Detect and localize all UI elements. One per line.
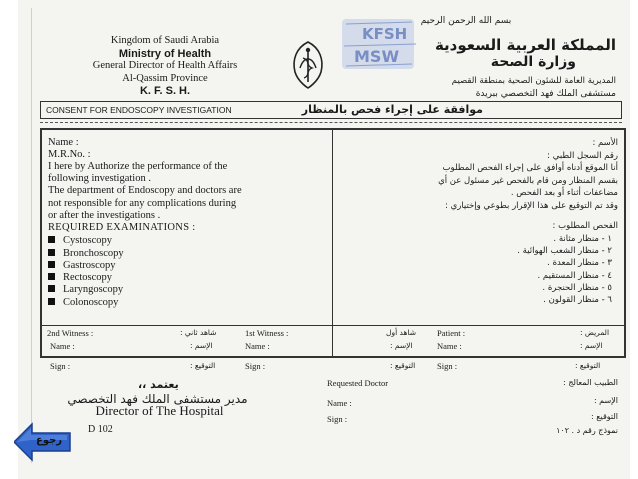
exam-item-ar: ٢ - منظار الشعب الهوائية .: [517, 245, 612, 256]
checkbox-square-icon[interactable]: [48, 249, 55, 256]
exam-label: Colonoscopy: [63, 296, 119, 308]
exam-item: [48, 297, 328, 309]
exam-label: Rectoscopy: [63, 272, 112, 284]
header-english: [40, 35, 290, 98]
second-witness-label: 2nd Witness :: [47, 328, 94, 338]
first-witness-sign-label-ar: التوقيع :: [390, 361, 416, 370]
exam-label: Cystoscopy: [63, 235, 113, 247]
header-directorate-ar: المديرية العامة للشئون الصحية بمنطقة القصيم: [451, 76, 616, 86]
form-number-ar: نموذج رقم د . ١٠٢: [556, 426, 618, 435]
patient-name-label: Name :: [48, 137, 79, 148]
back-button-label: رجوع: [36, 435, 63, 446]
form-number: D 102: [88, 424, 113, 435]
exam-label: Laryngoscopy: [63, 284, 124, 296]
page-edge-line: [31, 8, 32, 463]
mrn-label: M.R.No. :: [48, 149, 91, 160]
exam-item-ar: ٤ - منظار المستقيم .: [537, 270, 612, 281]
checkbox-square-icon[interactable]: [48, 298, 55, 305]
doctor-sign-label: Sign :: [327, 414, 348, 424]
exam-item-ar: ٣ - منظار المعدة .: [547, 258, 612, 269]
consent-body-line: or after the investigations .: [48, 209, 161, 221]
director-title-ar: مدير مستشفى الملك فهد التخصصي: [67, 392, 248, 406]
consent-title-ar: موافقة على إجراء فحص بالمنظار: [301, 103, 483, 116]
header-hospital-ar: مستشفى الملك فهد التخصصي ببريدة: [475, 89, 616, 99]
header-directorate: General Director of Health Affairs: [92, 60, 238, 71]
consent-body-line: The department of Endoscopy and doctors are: [48, 185, 242, 197]
consent-title-banner: [40, 101, 622, 119]
checkbox-square-icon[interactable]: [48, 261, 55, 268]
first-witness-sign-label: Sign :: [245, 361, 266, 371]
doctor-name-label: Name :: [327, 398, 352, 408]
header-hospital: K. F. S. H.: [139, 85, 191, 97]
second-witness-label-ar: شاهد ثاني :: [180, 328, 217, 337]
consent-body-line: I here by Authorize the performance of the: [48, 161, 228, 172]
patient-name-label-ar: الأسم :: [592, 138, 618, 148]
consent-arabic-column: [338, 137, 618, 307]
second-witness-sign-label-ar: التوقيع :: [190, 361, 216, 370]
record-label-ar: رقم السجل الطبي :: [547, 150, 618, 161]
exam-item: [48, 248, 328, 260]
first-witness-name-label: Name :: [245, 341, 270, 351]
exams-title: REQUIRED EXAMINATIONS :: [48, 222, 196, 234]
patient-name-label-ar: الإسم :: [580, 341, 603, 350]
back-button[interactable]: [14, 422, 72, 462]
checkbox-square-icon[interactable]: [48, 236, 55, 243]
exam-item-ar: ٥ - منظار الحنجرة .: [542, 283, 612, 294]
header-country-ar: المملكة العربية السعودية: [434, 36, 616, 54]
patient-label-ar: المريض :: [580, 328, 610, 337]
approval-ar: يعتمد ،،: [138, 378, 179, 391]
exam-list: [48, 235, 328, 309]
patient-sign-label: Sign :: [437, 361, 458, 371]
header-ministry: Ministry of Health: [118, 47, 212, 60]
consent-body-line-ar: مضاعفات أثناء أو بعد الفحص .: [510, 188, 618, 198]
second-witness-sign-label: Sign :: [50, 361, 71, 371]
doctor-name-label-ar: الإسم :: [593, 396, 618, 405]
checkbox-square-icon[interactable]: [48, 285, 55, 292]
exams-title-ar: الفحص المطلوب :: [552, 221, 618, 231]
consent-english-column: [48, 137, 328, 309]
first-witness-name-label-ar: الإسم :: [390, 341, 413, 350]
requested-doctor-label: Requested Doctor: [327, 378, 389, 388]
consent-body-line-ar: أنا الموقع أدناه أوافق على إجراء الفحص المطلوب: [442, 163, 618, 173]
director-title-en: Director of The Hospital: [95, 403, 224, 418]
patient-name-label: Name :: [437, 341, 462, 351]
consent-body-line: following investigation .: [48, 173, 151, 185]
exam-item: [48, 284, 328, 296]
patient-sign-label-ar: التوقيع :: [575, 361, 601, 370]
kfsh-msw-stamp: [340, 16, 418, 74]
exam-item: [48, 260, 328, 272]
doctor-sign-label-ar: التوقيع :: [591, 412, 618, 421]
second-witness-name-label: Name :: [50, 341, 75, 351]
first-witness-label-ar: شاهد أول: [386, 328, 416, 337]
first-witness-label: 1st Witness :: [245, 328, 289, 338]
svg-text:MSW: MSW: [354, 47, 400, 66]
banner-divider: [40, 122, 622, 123]
exam-list-ar: [338, 233, 612, 307]
header-ministry-ar: وزارة الصحة: [490, 54, 576, 70]
header-basmala: بسم الله الرحمن الرحيم: [420, 16, 512, 26]
second-witness-name-label-ar: الإسم :: [190, 341, 213, 350]
patient-label: Patient :: [437, 328, 466, 338]
exam-item-ar: ٦ - منظار القولون .: [543, 295, 612, 306]
exam-label: Gastroscopy: [63, 259, 116, 271]
svg-text:KFSH: KFSH: [362, 25, 408, 43]
requested-doctor-label-ar: الطبيب المعالج :: [563, 378, 618, 387]
consent-body-line-ar: بقسم المنظار ومن قام بالفحص غير مسئول عن أي: [438, 175, 618, 186]
header-province: Al-Qassim Province: [122, 72, 208, 84]
consent-body-line: not responsible for any complications during: [48, 197, 237, 209]
checkbox-square-icon[interactable]: [48, 273, 55, 280]
column-divider: [332, 130, 333, 356]
exam-item-ar: ١ - منظار مثانة .: [553, 233, 612, 244]
consent-body-line-ar: وقد تم التوقيع على هذا الإقرار بطوعي وإختياري :: [445, 200, 618, 211]
moh-emblem-icon: [286, 38, 330, 92]
exam-item: [48, 235, 328, 247]
exam-item: [48, 272, 328, 284]
signature-divider: [42, 325, 624, 326]
exam-label: Bronchoscopy: [63, 247, 124, 259]
header-country: Kingdom of Saudi Arabia: [110, 35, 220, 46]
consent-title-en: CONSENT FOR ENDOSCOPY INVESTIGATION: [46, 105, 232, 115]
